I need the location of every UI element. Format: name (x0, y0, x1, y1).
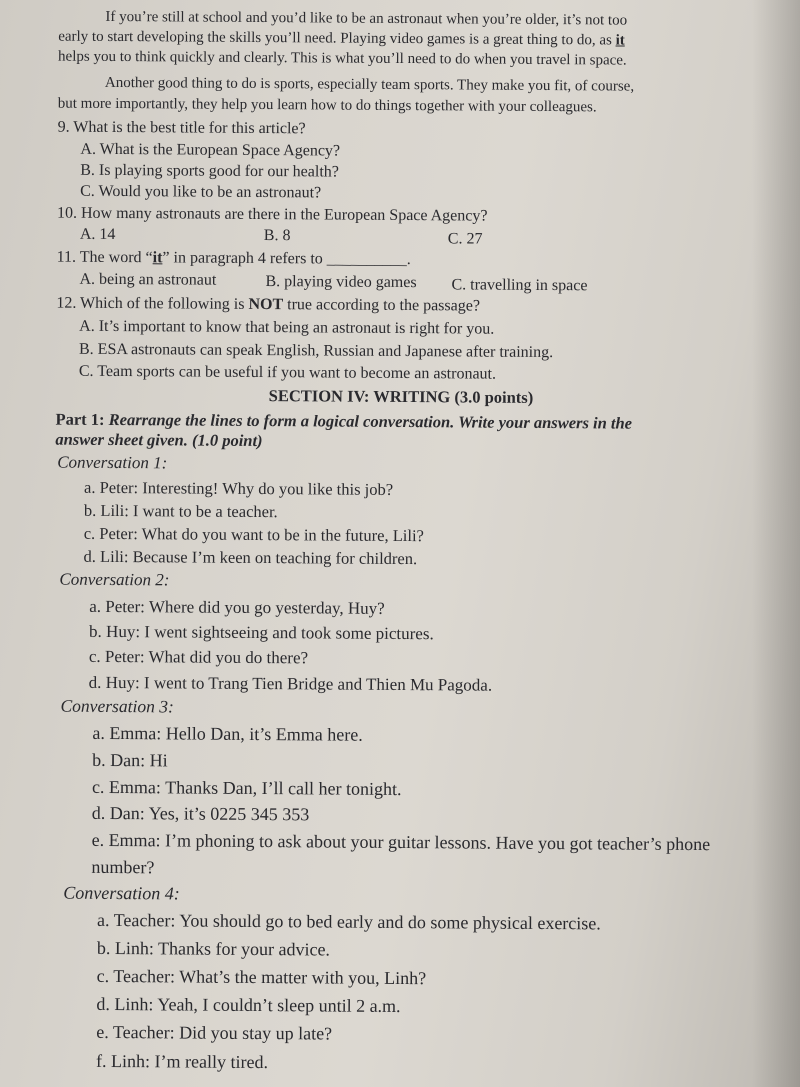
answer-option: A. What is the European Space Agency? (80, 140, 341, 160)
passage-line: Another good thing to do is sports, especially team sports. They make you fit, of course, (104, 74, 635, 95)
conversation-line: a. Peter: Interesting! Why do you like this job? (84, 477, 394, 499)
conversation-line: a. Emma: Hello Dan, it’s Emma here. (92, 722, 363, 745)
answer-option: A. 14 (79, 225, 116, 244)
conversation-line: c. Peter: What do you want to be in the future, Lili? (83, 523, 424, 546)
conversation-line: d. Lili: Because I’m keen on teaching for children. (83, 546, 418, 569)
answer-option: A. being an astronaut (79, 270, 217, 289)
conversation-line: d. Dan: Yes, it’s 0225 345 353 (91, 802, 310, 825)
conversation-line: c. Emma: Thanks Dan, I’ll call her tonight. (91, 776, 402, 800)
page-edge-shadow (752, 0, 800, 1087)
conversation-line: c. Peter: What did you do there? (88, 646, 309, 668)
question-stem: 12. Which of the following is NOT true according to the passage? (56, 294, 481, 315)
part-instruction: Part 1: Rearrange the lines to form a logical conversation. Write your answers in the (55, 409, 633, 433)
answer-option: A. It’s important to know that being an astronaut is right for you. (79, 317, 495, 338)
answer-option: B. 8 (263, 227, 291, 245)
conversation-line: a. Peter: Where did you go yesterday, Huy? (89, 596, 385, 618)
conversation-line: c. Teacher: What’s the matter with you, Linh? (96, 965, 427, 989)
conversation-title: Conversation 4: (63, 882, 180, 904)
conversation-line: b. Lili: I want to be a teacher. (83, 500, 278, 522)
conversation-line: d. Linh: Yeah, I couldn’t sleep until 2 a.m. (96, 993, 401, 1017)
passage-line: helps you to think quickly and clearly. This is what you’ll need to do when you travel in space. (58, 48, 627, 69)
conversation-line: number? (91, 856, 155, 878)
answer-option: C. Would you like to be an astronaut? (80, 182, 322, 202)
answer-option: C. 27 (447, 230, 483, 248)
conversation-line: d. Huy: I went to Trang Tien Bridge and Thien Mu Pagoda. (88, 672, 493, 695)
conversation-line: b. Huy: I went sightseeing and took some pictures. (89, 621, 434, 644)
answer-option: B. playing video games (265, 273, 417, 292)
conversation-line: e. Emma: I’m phoning to ask about your guitar lessons. Have you got teacher’s phone (91, 829, 711, 855)
conversation-line: e. Teacher: Did you stay up late? (96, 1021, 333, 1044)
answer-option: B. ESA astronauts can speak English, Russian and Japanese after training. (78, 340, 554, 362)
part-instruction: answer sheet given. (1.0 point) (55, 429, 263, 451)
passage-line: early to start developing the skills you’ll need. Playing video games is a great thing to do, as it (58, 28, 625, 49)
conversation-line: b. Linh: Thanks for your advice. (96, 937, 331, 960)
underlined-word: it (152, 249, 163, 267)
passage-line: but more importantly, they help you learn how to do things together with your colleagues. (57, 95, 597, 116)
section-title: SECTION IV: WRITING (3.0 points) (268, 386, 534, 407)
conversation-line: b. Dan: Hi (92, 749, 168, 771)
passage-line: If you’re still at school and you’d like to be an astronaut when you’re older, it’s not too (105, 8, 628, 29)
conversation-line: f. Linh: I’m really tired. (96, 1050, 269, 1073)
conversation-title: Conversation 1: (57, 452, 168, 473)
question-stem: 9. What is the best title for this article? (57, 118, 306, 138)
question-stem: 10. How many astronauts are there in the European Space Agency? (56, 204, 488, 225)
answer-option: B. Is playing sports good for our health? (80, 161, 339, 181)
underlined-word: it (615, 32, 625, 49)
conversation-title: Conversation 3: (60, 695, 174, 717)
question-stem: 11. The word “it” in paragraph 4 refers to __________. (56, 248, 411, 269)
conversation-line: a. Teacher: You should go to bed early and do some physical exercise. (96, 909, 601, 934)
answer-option: C. Team sports can be useful if you want to become an astronaut. (78, 362, 497, 383)
answer-option: C. travelling in space (451, 276, 588, 295)
conversation-title: Conversation 2: (59, 569, 170, 590)
